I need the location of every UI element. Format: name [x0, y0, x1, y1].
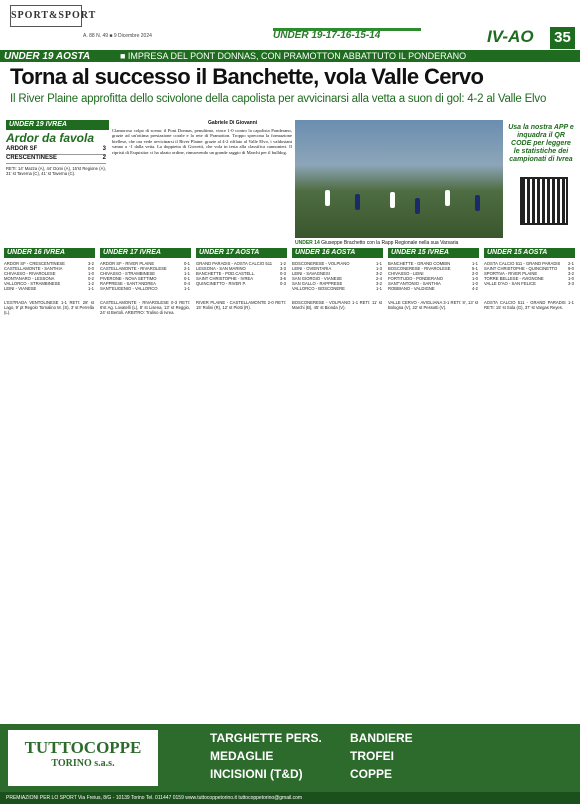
match-result: 1-0	[471, 281, 478, 286]
match-result: 1-1	[183, 286, 190, 291]
match-teams: SAINT CHRISTOPHE - QUINCINETTO	[484, 266, 558, 271]
match-report: L'ESTRADA VENTOLINESE 1-1 RETI: 28' st Lago, 9' pt Regolo Tornalino M. (S), 3' st Perrella (L).	[4, 300, 94, 316]
ad-item: INCISIONI (T&D)	[210, 767, 303, 781]
match-result: 3-2	[567, 271, 574, 276]
match-result: 1-1	[87, 286, 94, 291]
photo-caption	[295, 240, 458, 246]
match-result: 1-0	[567, 276, 574, 281]
match-teams: PIVERONE - NOVA SETTIMO	[100, 276, 157, 281]
match-result: 3-2	[375, 271, 382, 276]
caption-text: Giuseppe Brachetto con la Rapp Regionale nella sua Varsaria	[321, 240, 459, 246]
match-teams: LESSONA - SAN MARINO	[196, 266, 246, 271]
team-name: ARDOR SF	[6, 146, 38, 152]
match-result: 3-3	[567, 281, 574, 286]
match-result: 2-0	[471, 271, 478, 276]
match-teams: ROBBIANO - VALDIGNE	[388, 286, 435, 291]
match-teams: BANCHETTE - GRAND COMBIN	[388, 261, 451, 266]
section-header: UNDER 16 AOSTA	[292, 248, 383, 258]
ad-item: TARGHETTE PERS.	[210, 731, 322, 745]
match-result: 0-3	[279, 271, 286, 276]
match-teams: FORTITUDO - PONDERANO	[388, 276, 444, 281]
match-score	[6, 146, 106, 164]
byline: Gabriele Di Giovanni	[208, 120, 258, 126]
ad-item: TROFEI	[350, 749, 394, 763]
match-teams: SANT'EUGENIO - VALLORCO	[100, 286, 158, 291]
result-row	[4, 286, 94, 291]
match-teams: CHIVASSO - RIVAROLESE	[4, 271, 56, 276]
article-body: Clamoroso colpo di scena: il Pont Donnas, penultimo, vince 1-0 contro la capolista Ponderano, grazie ad un'ottima prestazione corale e la rete di Pramotton. Troppo sprecona la formazione biellese, che ora vede avvicinarsi il River Plaine: grazie al 4-2 rifilato al Valle Elvo, i valdostani vanno a -1 dalla vetta. La doppietta di Giovetti, che vola in testa alla classifica cannonieri. Il ripristi di Esquisitor ci ha alzato ordine, rimuovendo un grande saggio di Marchi per il bulldog.	[112, 128, 292, 155]
match-result: 1-2	[279, 261, 286, 266]
match-result: 4-2	[471, 286, 478, 291]
match-result: 2-1	[183, 266, 190, 271]
match-result: 1-0	[471, 276, 478, 281]
match-result: 5-1	[471, 266, 478, 271]
match-result: 0-4	[183, 281, 190, 286]
match-teams: TORRE BELLESE - AVIGNONE	[484, 276, 544, 281]
results-list	[4, 261, 94, 291]
match-result: 1-1	[375, 261, 382, 266]
edition-info: A. 88 N. 49 ■ 9 Dicembre 2024	[83, 33, 152, 39]
results-list	[100, 261, 190, 291]
match-teams: BANCHETTE - POD.CASTELL.	[196, 271, 256, 276]
match-teams: SAN GIORGIO - VIANESE	[292, 276, 343, 281]
ad-brand: TUTTOCOPPE	[24, 738, 142, 757]
results-list	[292, 261, 382, 291]
left-article-title: Ardor da favola	[6, 131, 95, 145]
team-score: 2	[102, 155, 106, 161]
result-row	[388, 286, 478, 291]
match-photo	[295, 120, 503, 238]
match-teams: VALLE D'AO - SAN FELICE	[484, 281, 536, 286]
match-teams: AOSTA CALCIO 511 - GRAND PARADIS	[484, 261, 561, 266]
match-result: 0-3	[279, 281, 286, 286]
match-result: 2-1	[567, 261, 574, 266]
match-report: AOSTA CALCIO 511 - GRAND PARADIS 1-1 RETI: 15' st Sola (G), 37' st Vargas Reyes.	[484, 300, 574, 311]
ad-footer: PREMIAZIONI PER LO SPORT Via Freius, 8/G - 10139 Torino Tel. 011447 0159 www.tuttocoppetorino.it tuttocoppetorino@gmail.com	[0, 792, 580, 804]
match-teams: SANT'ANTONIO - SANTHIA	[388, 281, 441, 286]
ad-items	[210, 729, 490, 783]
ad-logo	[8, 730, 158, 786]
ad-item: MEDAGLIE	[210, 749, 274, 763]
category-tag: UNDER 19 AOSTA	[4, 51, 91, 62]
result-row	[196, 281, 286, 286]
match-teams: ARDOR SF - RIVER PLAINE	[100, 261, 155, 266]
score-row	[6, 155, 106, 164]
match-report: VALLE CERVO - AVIGLIANA 3-1 RETI: 8', 13' st Bologna (V), 22' st Pessotti (V).	[388, 300, 478, 311]
match-teams: SAINT CHRISTOPHE - IVREA	[196, 276, 254, 281]
ad-item: COPPE	[350, 767, 393, 781]
match-result: 1-1	[375, 286, 382, 291]
headline: Torna al successo il Banchette, vola Valle Cervo	[10, 64, 484, 89]
match-teams: ARDOR SF - CRESCENTINESE	[4, 261, 65, 266]
subheadline: Il River Plaine approfitta dello scivolone della capolista per avvicinarsi alla vetta a suon di gol: 4-2 al Valle Elvo	[10, 93, 547, 105]
match-report: BOSCONERESE - VOLPIANO 1-1 RETI: 11' st Marchi (B), 45' st Bionda (V).	[292, 300, 382, 311]
result-row	[484, 281, 574, 286]
qr-code-icon[interactable]	[520, 177, 568, 225]
team-name: CRESCENTINESE	[6, 155, 58, 161]
match-result: 2-4	[375, 276, 382, 281]
match-teams: LEINI - SAVAGNESI	[292, 271, 330, 276]
section-title: UNDER 19-17-16-15-14	[273, 30, 381, 41]
match-teams: RAPPRESE - SANT'ANDREA	[100, 281, 156, 286]
result-row	[100, 286, 190, 291]
team-score: 3	[102, 146, 106, 152]
match-teams: CASTELLAMONTE - RIVAROLESE	[100, 266, 167, 271]
ad-brand-sub: TORINO s.a.s.	[51, 758, 115, 769]
app-promo: Usa la nostra APP e inquadra il QR CODE per leggere le statistiche dei campionati di Ivrea	[508, 124, 574, 163]
match-teams: CHIVASSO - STRAMBINESE	[100, 271, 156, 276]
result-row	[292, 286, 382, 291]
match-teams: GRAND PARADIS - AOSTA CALCIO 511	[196, 261, 273, 266]
score-row	[6, 146, 106, 155]
caption-label: UNDER 14	[295, 240, 320, 246]
match-result: 3-2	[87, 261, 94, 266]
newspaper-logo: SPORT&SPORT	[10, 5, 82, 27]
match-result: 1-0	[87, 271, 94, 276]
match-teams: QUINCINETTO - RIVER P.	[196, 281, 246, 286]
match-teams: LEINI - VIANESE	[4, 286, 37, 291]
left-section-tag: UNDER 19 IVREA	[6, 120, 109, 130]
match-report: RIVER PLAINE - CASTELLAMONTE 2-0 RETI: 15' Rolini (R), 12' st Piotti (R).	[196, 300, 286, 311]
match-teams: BOSCONERESE - VOLPIANO	[292, 261, 350, 266]
match-teams: VALLORCO - STRAMBINESE	[4, 281, 61, 286]
page-number: 35	[550, 27, 575, 49]
kicker-text: ■ IMPRESA DEL PONT DONNAS, CON PRAMOTTON ABBATTUTO IL PONDERANO	[120, 51, 467, 61]
section-header: UNDER 15 AOSTA	[484, 248, 575, 258]
match-result: 9-0	[567, 266, 574, 271]
section-header: UNDER 17 AOSTA	[196, 248, 287, 258]
section-header: UNDER 15 IVREA	[388, 248, 479, 258]
match-result: 3-2	[375, 281, 382, 286]
match-result: 0-2	[87, 276, 94, 281]
match-result: 0-1	[183, 261, 190, 266]
match-result: 0-1	[183, 276, 190, 281]
match-report: CASTELLAMONTE - RIVAROLESE 0-3 RETI: 6'st Ag. Lovatelli (L), 8' st Lisena, 13' st Reggio, 24' st Bertoli. ARBITRO: Tralino di Ivrea.	[100, 300, 190, 316]
match-result: 1-3	[375, 266, 382, 271]
results-list	[388, 261, 478, 291]
match-teams: SAN GALLO - RAPPRESE	[292, 281, 343, 286]
results-list	[484, 261, 574, 286]
match-teams: BOSCONERESE - RIVAROLESE	[388, 266, 451, 271]
ad-item: BANDIERE	[350, 731, 413, 745]
match-teams: VALLORCO - BOSCONERE	[292, 286, 345, 291]
match-teams: SPORTIVA - RIVER PLAINE	[484, 271, 538, 276]
section-header: UNDER 16 IVREA	[4, 248, 95, 258]
match-teams: MONTANARO - LESSONA	[4, 276, 55, 281]
match-teams: LEINI - OVIENTARIA	[292, 266, 332, 271]
match-teams: CASTELLAMONTE - SANTHIA	[4, 266, 63, 271]
match-result: 3-3	[279, 266, 286, 271]
left-article-body: RETI: 14' Mazza (A), 44' Domi (A), 15'st Regione (A), 31' st Taverna (C), 41' st Taverna (C).	[6, 166, 106, 177]
section-header: UNDER 17 IVREA	[100, 248, 191, 258]
match-result: 3-6	[279, 276, 286, 281]
region-label: IV-AO	[487, 27, 534, 46]
match-result: 1-2	[87, 281, 94, 286]
match-result: 1-1	[471, 261, 478, 266]
results-list	[196, 261, 286, 286]
match-teams: CHIVASSO - LEINI	[388, 271, 424, 276]
match-result: 0-0	[87, 266, 94, 271]
match-result: 1-1	[183, 271, 190, 276]
